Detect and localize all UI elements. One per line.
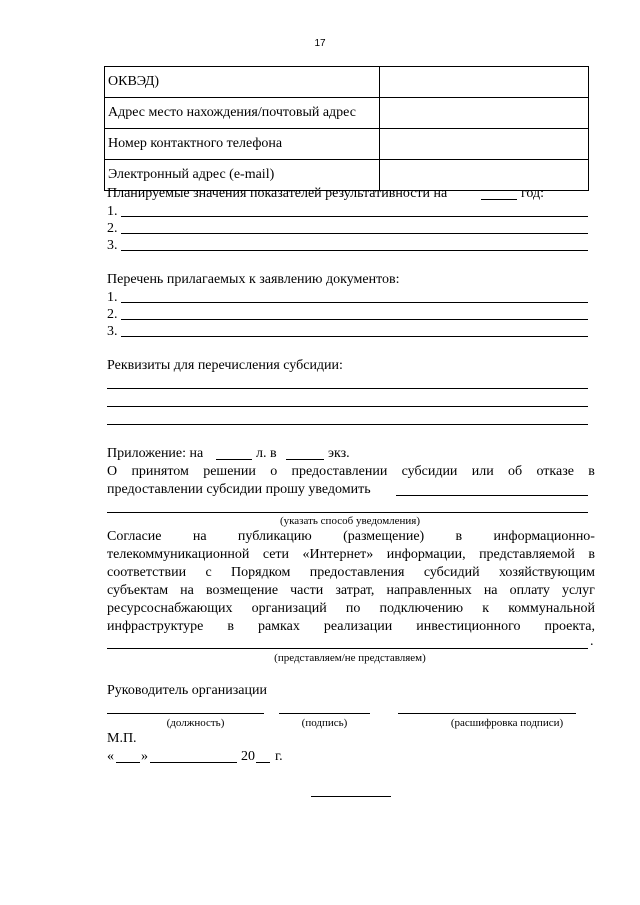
indicators-year-label: год: [521, 186, 545, 201]
word: предоставлении [291, 464, 388, 479]
word: с [205, 565, 212, 580]
requisites-line[interactable] [107, 406, 588, 407]
word: реализации [323, 619, 393, 634]
word: по [345, 601, 361, 616]
date-open-quote: « [107, 749, 114, 764]
signature-caption: (подпись) [301, 717, 348, 729]
word: решении [203, 464, 256, 479]
consent-line-3 [107, 564, 595, 581]
word: к [482, 601, 490, 616]
table-row [105, 98, 589, 129]
word: оплату [509, 583, 550, 598]
applicant-info-table [104, 66, 589, 191]
table-label: Адрес место нахождения/почтовый адрес [105, 98, 380, 129]
consent-line-5 [107, 600, 595, 617]
page-number: 17 [314, 38, 326, 49]
word: на [192, 529, 207, 544]
word: возмещение [205, 583, 279, 598]
word: затрат, [335, 583, 375, 598]
copies-count-blank[interactable] [286, 459, 324, 460]
year-suffix: г. [275, 749, 283, 764]
document-line[interactable] [121, 336, 588, 337]
word: на [180, 583, 194, 598]
word: инфраструктуре [107, 619, 204, 634]
requisites-line[interactable] [107, 424, 588, 425]
indicator-line[interactable] [121, 250, 588, 251]
consent-end-dot: . [590, 634, 594, 649]
year-prefix: 20 [241, 749, 255, 764]
word: в [455, 529, 463, 544]
word: на [483, 583, 498, 598]
indicator-line[interactable] [121, 216, 588, 217]
requisites-line[interactable] [107, 388, 588, 389]
consent-choice-line[interactable] [107, 648, 588, 649]
indicators-heading [107, 185, 447, 202]
word: рамках [257, 619, 300, 634]
indicator-number: 1. [107, 204, 118, 219]
word: услуг [561, 583, 595, 598]
word: телекоммуникационной [107, 547, 250, 562]
word: в [227, 619, 234, 634]
word: принятом [131, 464, 189, 479]
table-row [105, 129, 589, 160]
word: или [471, 464, 494, 479]
word: в [588, 464, 595, 479]
word: ресурсоснабжающих [107, 601, 233, 616]
position-caption: (должность) [166, 717, 225, 729]
requisites-heading: Реквизиты для перечисления субсидии: [107, 358, 343, 373]
word: представляемой [479, 547, 575, 562]
notice-line-1 [107, 463, 595, 480]
word: в [588, 547, 595, 562]
day-blank[interactable] [116, 762, 140, 763]
date-close-quote: » [141, 749, 148, 764]
decoding-caption: (расшифровка подписи) [450, 717, 564, 729]
word: информационно- [493, 529, 595, 544]
word: субъектам [107, 583, 169, 598]
attachment-copies-label: экз. [328, 446, 350, 461]
word: субсидий [423, 565, 480, 580]
indicators-heading-text: Планируемые значения показателей результативности на [107, 186, 448, 201]
document-number: 3. [107, 324, 118, 339]
stamp-label: М.П. [107, 731, 137, 746]
word: публикацию [237, 529, 312, 544]
indicator-number: 3. [107, 238, 118, 253]
document-line[interactable] [121, 319, 588, 320]
word: предоставления [309, 565, 405, 580]
year-blank[interactable] [481, 199, 517, 200]
notice-method-blank[interactable] [396, 495, 588, 496]
document-number: 2. [107, 307, 118, 322]
word: коммунальной [508, 601, 595, 616]
document-line[interactable] [121, 302, 588, 303]
word: информации, [386, 547, 466, 562]
word: (размещение) [343, 529, 425, 544]
table-value-field[interactable] [380, 67, 589, 98]
document-number: 1. [107, 290, 118, 305]
word: «Интернет» [302, 547, 374, 562]
consent-caption: (представляем/не представляем) [274, 652, 426, 664]
word: проекта, [544, 619, 595, 634]
signature-heading: Руководитель организации [107, 683, 267, 698]
word: части [290, 583, 324, 598]
word: о [270, 464, 278, 479]
table-label: Номер контактного телефона [105, 129, 380, 160]
word: направленных [386, 583, 472, 598]
word: отказе [536, 464, 574, 479]
table-row [105, 67, 589, 98]
word: Порядком [231, 565, 291, 580]
pages-count-blank[interactable] [216, 459, 252, 460]
signature-line[interactable] [279, 713, 370, 714]
indicator-number: 2. [107, 221, 118, 236]
attachment-label: Приложение: на [107, 446, 204, 461]
consent-line-1 [107, 528, 595, 545]
table-label: ОКВЭД) [105, 67, 380, 98]
word: Согласие [107, 529, 162, 544]
documents-heading: Перечень прилагаемых к заявлению документов: [107, 272, 400, 287]
word: хозяйствующим [498, 565, 595, 580]
word: подключению [379, 601, 464, 616]
word: инвестиционного [416, 619, 521, 634]
attachment-pages-label: л. в [256, 446, 277, 461]
notice-caption: (указать способ уведомления) [279, 515, 421, 527]
position-line[interactable] [107, 713, 264, 714]
word: соответствии [107, 565, 187, 580]
indicator-line[interactable] [121, 233, 588, 234]
word: организаций [251, 601, 327, 616]
table-value-field[interactable] [380, 129, 589, 160]
word: сети [262, 547, 290, 562]
year-blank[interactable] [256, 762, 270, 763]
month-blank[interactable] [150, 762, 237, 763]
end-separator [311, 796, 391, 797]
word: субсидии [401, 464, 458, 479]
table-value-field[interactable] [380, 98, 589, 129]
word: об [508, 464, 523, 479]
consent-line-2 [107, 546, 595, 563]
consent-line-4 [107, 582, 595, 599]
consent-line-6 [107, 618, 595, 635]
table-label: Электронный адрес (e-mail) [105, 160, 380, 191]
decoding-line[interactable] [398, 713, 576, 714]
notice-line-2: предоставлении субсидии прошу уведомить [107, 482, 371, 497]
word: О [107, 464, 118, 479]
